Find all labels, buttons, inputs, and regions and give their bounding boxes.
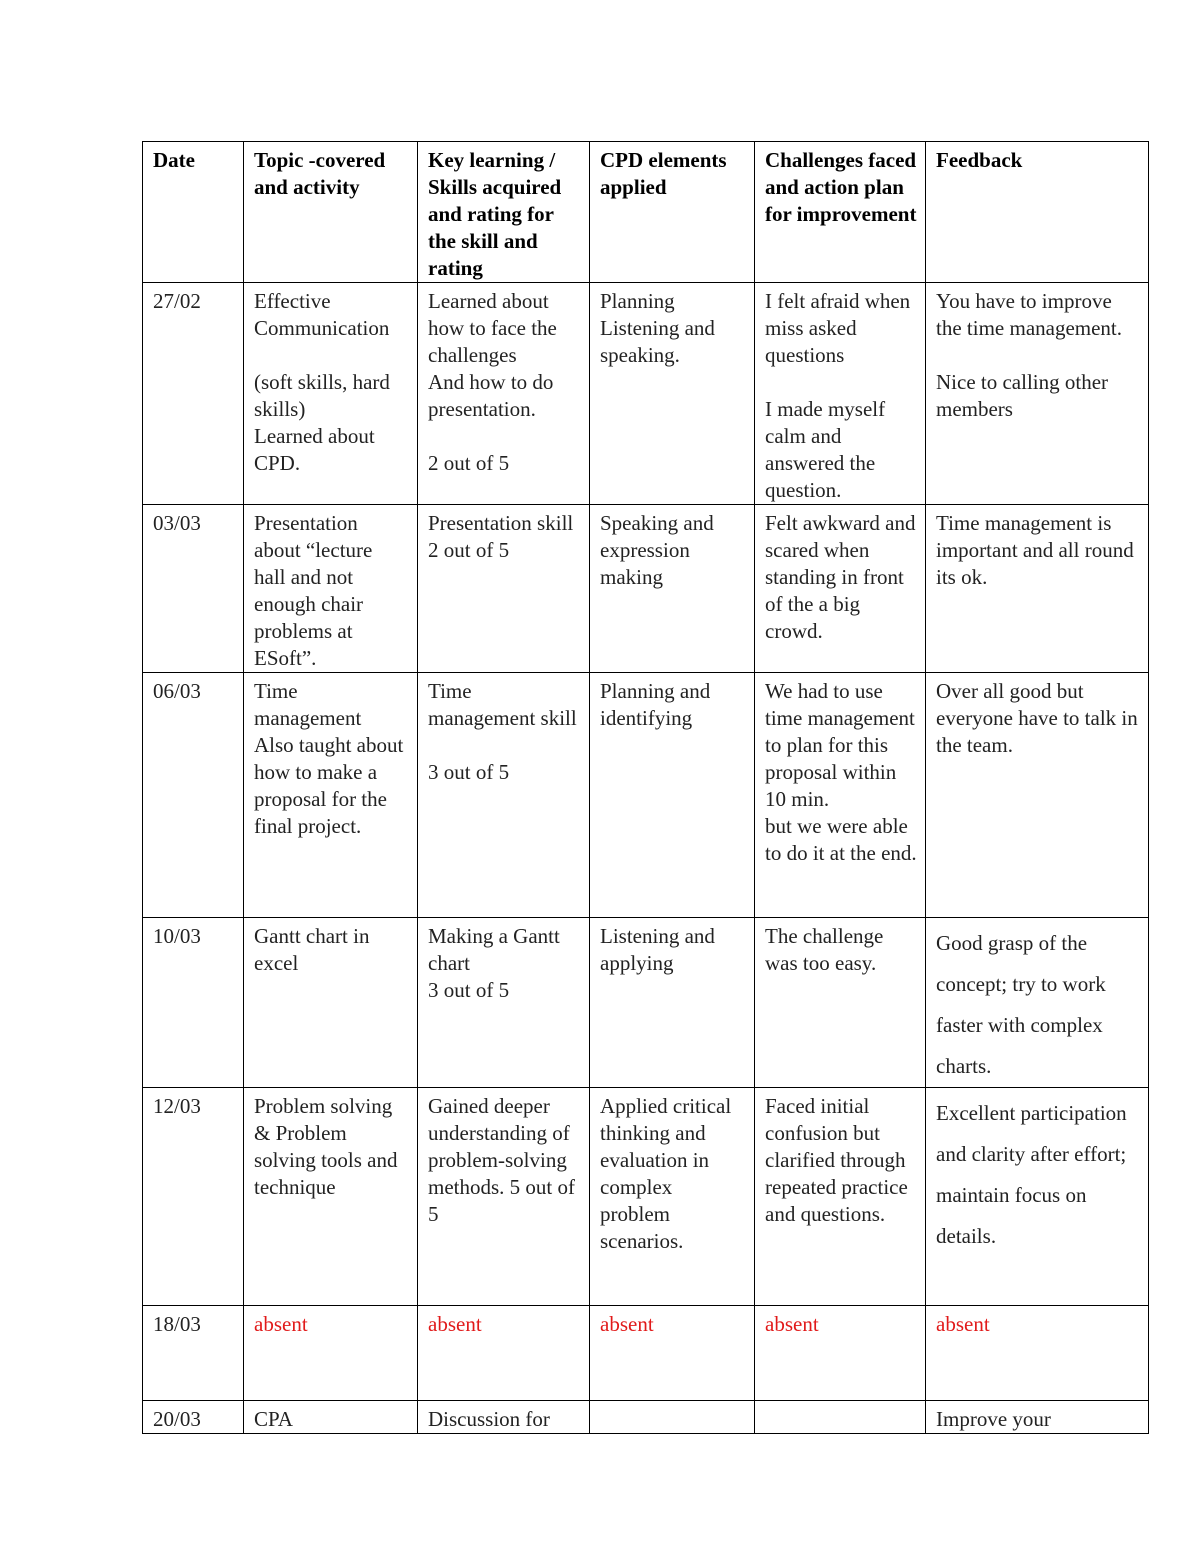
cpd-log-table: [142, 141, 1149, 1434]
table-row: [143, 1088, 1149, 1306]
cell-topic: Time management Also taught about how to make a proposal for the final project.: [244, 673, 418, 918]
cell-cpd-absent: absent: [590, 1306, 755, 1401]
cell-feedback: Improve your: [926, 1401, 1149, 1434]
table-body: [143, 283, 1149, 1434]
cell-learning: Time management skill 3 out of 5: [418, 673, 590, 918]
cell-challenges: Felt awkward and scared when standing in front of the a big crowd.: [755, 505, 926, 673]
cell-date: 03/03: [143, 505, 244, 673]
table-row: [143, 505, 1149, 673]
cell-date: 06/03: [143, 673, 244, 918]
cell-learning-absent: absent: [418, 1306, 590, 1401]
cell-date: 27/02: [143, 283, 244, 505]
cell-learning: Learned about how to face the challenges And how to do presentation. 2 out of 5: [418, 283, 590, 505]
cell-challenges: We had to use time management to plan for this proposal within 10 min. but we were able to do it at the end.: [755, 673, 926, 918]
cell-learning: Presentation skill 2 out of 5: [418, 505, 590, 673]
cell-feedback: Over all good but everyone have to talk in the team.: [926, 673, 1149, 918]
cell-challenges: The challenge was too easy.: [755, 918, 926, 1088]
cell-topic: CPA: [244, 1401, 418, 1434]
cell-learning: Discussion for: [418, 1401, 590, 1434]
table-row: [143, 283, 1149, 505]
cell-cpd: Planning Listening and speaking.: [590, 283, 755, 505]
cell-feedback: Excellent participation and clarity after effort; maintain focus on details.: [926, 1088, 1149, 1306]
table-row: [143, 673, 1149, 918]
header-feedback: Feedback: [926, 142, 1149, 283]
cell-topic: Gantt chart in excel: [244, 918, 418, 1088]
cell-date: 10/03: [143, 918, 244, 1088]
cell-date: 20/03: [143, 1401, 244, 1434]
cell-topic-absent: absent: [244, 1306, 418, 1401]
table-row: [143, 918, 1149, 1088]
cell-challenges: [755, 1401, 926, 1434]
cell-cpd: Listening and applying: [590, 918, 755, 1088]
cell-feedback: Time management is important and all round its ok.: [926, 505, 1149, 673]
cell-learning: Making a Gantt chart 3 out of 5: [418, 918, 590, 1088]
header-topic: Topic -covered and activity: [244, 142, 418, 283]
cell-topic: Effective Communication (soft skills, hard skills) Learned about CPD.: [244, 283, 418, 505]
cell-topic: Presentation about “lecture hall and not enough chair problems at ESoft”.: [244, 505, 418, 673]
cell-feedback-absent: absent: [926, 1306, 1149, 1401]
cell-feedback: Good grasp of the concept; try to work faster with complex charts.: [926, 918, 1149, 1088]
header-challenges: Challenges faced and action plan for improvement: [755, 142, 926, 283]
header-date: Date: [143, 142, 244, 283]
header-row: [143, 142, 1149, 283]
cell-date: 12/03: [143, 1088, 244, 1306]
cell-challenges-absent: absent: [755, 1306, 926, 1401]
header-key-learning: Key learning / Skills acquired and rating for the skill and rating: [418, 142, 590, 283]
cell-learning: Gained deeper understanding of problem-solving methods. 5 out of 5: [418, 1088, 590, 1306]
cell-topic: Problem solving & Problem solving tools and technique: [244, 1088, 418, 1306]
cell-cpd: Speaking and expression making: [590, 505, 755, 673]
table-header: [143, 142, 1149, 283]
cell-feedback: You have to improve the time management. Nice to calling other members: [926, 283, 1149, 505]
cell-challenges: I felt afraid when miss asked questions I made myself calm and answered the question.: [755, 283, 926, 505]
table-row: [143, 1401, 1149, 1434]
header-cpd-elements: CPD elements applied: [590, 142, 755, 283]
cell-date: 18/03: [143, 1306, 244, 1401]
cell-cpd: [590, 1401, 755, 1434]
cell-challenges: Faced initial confusion but clarified through repeated practice and questions.: [755, 1088, 926, 1306]
table-row: [143, 1306, 1149, 1401]
cell-cpd: Applied critical thinking and evaluation in complex problem scenarios.: [590, 1088, 755, 1306]
cell-cpd: Planning and identifying: [590, 673, 755, 918]
